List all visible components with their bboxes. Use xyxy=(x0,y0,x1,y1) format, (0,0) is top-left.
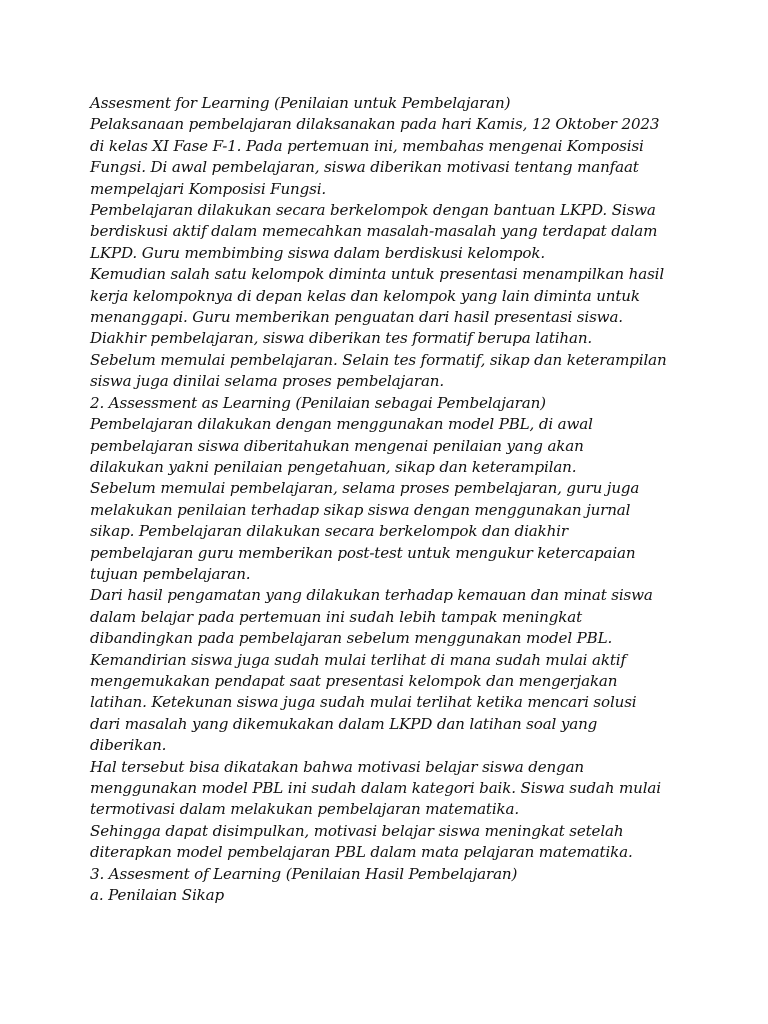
heading-assessment-for-learning: Assesment for Learning (Penilaian untuk Pembelajaran) xyxy=(90,94,511,112)
text-line: melakukan penilaian terhadap sikap siswa dengan menggunakan jurnal xyxy=(90,500,631,519)
text-line: siswa juga dinilai selama proses pembelajaran. xyxy=(90,372,445,391)
text-line: diberikan. xyxy=(90,736,167,755)
text-line: Hal tersebut bisa dikatakan bahwa motivasi belajar siswa dengan xyxy=(90,757,585,776)
text-line: Pembelajaran dilakukan dengan menggunakan model PBL, di awal xyxy=(90,415,593,434)
text-line: Sebelum memulai pembelajaran, selama proses pembelajaran, guru juga xyxy=(90,479,640,498)
heading-assessment-as-learning: 2. Assessment as Learning (Penilaian sebagai Pembelajaran) xyxy=(90,393,546,412)
text-line: mengemukakan pendapat saat presentasi kelompok dan mengerjakan xyxy=(90,671,618,690)
text-line: dalam belajar pada pertemuan ini sudah lebih tampak meningkat xyxy=(90,607,582,626)
text-line: Sehingga dapat disimpulkan, motivasi belajar siswa meningkat setelah xyxy=(90,821,624,840)
text-line: Sebelum memulai pembelajaran. Selain tes formatif, sikap dan keterampilan xyxy=(90,350,667,369)
text-line: Fungsi. Di awal pembelajaran, siswa diberikan motivasi tentang manfaat xyxy=(90,158,639,177)
text-line: Kemudian salah satu kelompok diminta untuk presentasi menampilkan hasil xyxy=(90,265,665,284)
subheading-penilaian-sikap: a. Penilaian Sikap xyxy=(90,886,224,905)
text-line: pembelajaran guru memberikan post-test untuk mengukur ketercapaian xyxy=(90,543,636,562)
text-line: Pelaksanaan pembelajaran dilaksanakan pada hari Kamis, 12 Oktober 2023 xyxy=(90,115,660,134)
text-line: menanggapi. Guru memberikan penguatan dari hasil presentasi siswa. xyxy=(90,308,623,327)
text-line: dibandingkan pada pembelajaran sebelum menggunakan model PBL. xyxy=(90,629,613,648)
text-line: dari masalah yang dikemukakan dalam LKPD dan latihan soal yang xyxy=(90,714,598,733)
text-line: sikap. Pembelajaran dilakukan secara berkelompok dan diakhir xyxy=(90,522,568,541)
text-line: dilakukan yakni penilaian pengetahuan, sikap dan keterampilan. xyxy=(90,457,577,476)
text-line: di kelas XI Fase F-1. Pada pertemuan ini, membahas mengenai Komposisi xyxy=(90,136,644,155)
text-line: berdiskusi aktif dalam memecahkan masalah-masalah yang terdapat dalam xyxy=(90,222,658,241)
text-line: mempelajari Komposisi Fungsi. xyxy=(90,179,327,198)
text-line: menggunakan model PBL ini sudah dalam kategori baik. Siswa sudah mulai xyxy=(90,779,661,797)
text-line: Pembelajaran dilakukan secara berkelompok dengan bantuan LKPD. Siswa xyxy=(90,201,656,220)
text-line: latihan. Ketekunan siswa juga sudah mulai terlihat ketika mencari solusi xyxy=(90,693,637,712)
text-line: Diakhir pembelajaran, siswa diberikan tes formatif berupa latihan. xyxy=(90,329,593,348)
text-line: LKPD. Guru membimbing siswa dalam berdiskusi kelompok. xyxy=(90,243,545,262)
text-line: tujuan pembelajaran. xyxy=(90,564,251,583)
text-line: pembelajaran siswa diberitahukan mengenai penilaian yang akan xyxy=(90,436,584,455)
heading-assessment-of-learning: 3. Assesment of Learning (Penilaian Hasil Pembelajaran) xyxy=(90,864,518,883)
document-body xyxy=(90,93,690,906)
text-line: diterapkan model pembelajaran PBL dalam mata pelajaran matematika. xyxy=(90,843,633,862)
text-line: termotivasi dalam melakukan pembelajaran matematika. xyxy=(90,800,519,819)
text-line: kerja kelompoknya di depan kelas dan kelompok yang lain diminta untuk xyxy=(90,286,640,305)
text-line: Dari hasil pengamatan yang dilakukan terhadap kemauan dan minat siswa xyxy=(90,586,653,605)
text-line: Kemandirian siswa juga sudah mulai terlihat di mana sudah mulai aktif xyxy=(90,650,626,669)
